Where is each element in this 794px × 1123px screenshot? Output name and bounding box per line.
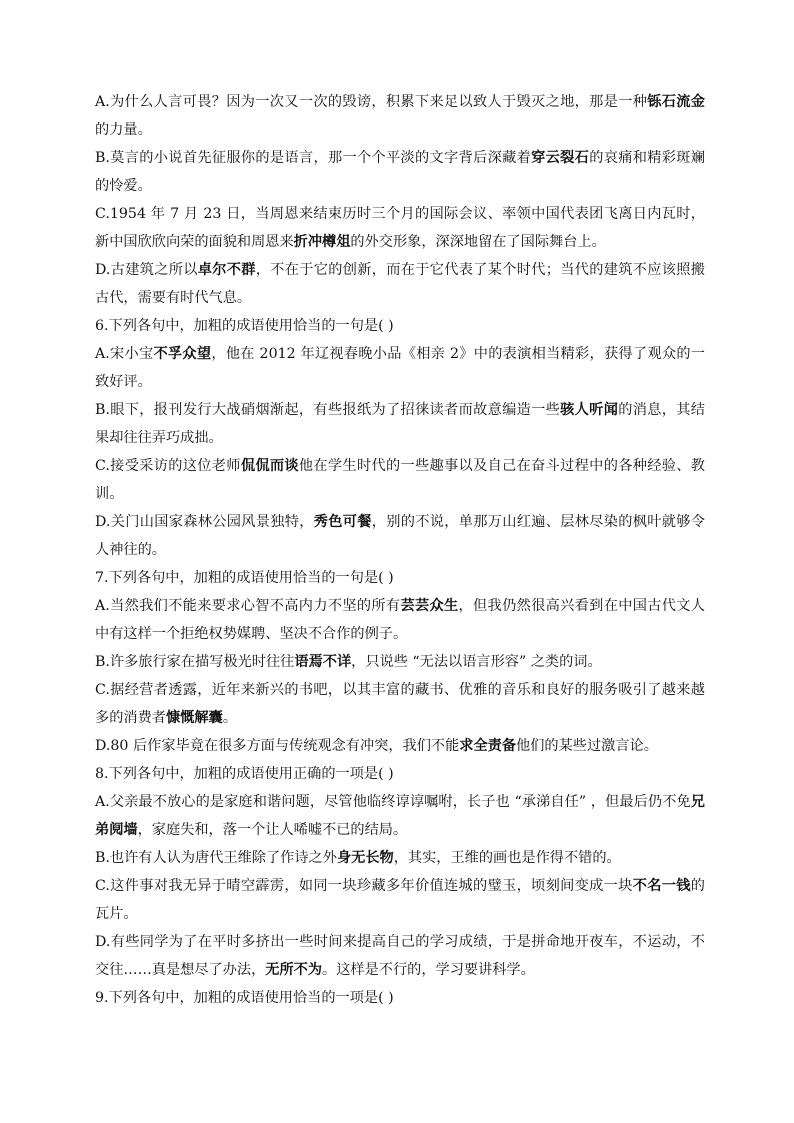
text-run: ，只说些 “无法以语言形容” 之类的词。 [351, 654, 602, 670]
question-stem [95, 984, 705, 1012]
text-run: C.1954 年 7 月 23 日，当周恩来结束历时三个月的国际会议、率领中国代表团飞离日内瓦时，新中国欣欣向荣的面貌和周恩来 [95, 206, 705, 250]
text-run: 的外交形象，深深地留在了国际舞台上。 [350, 234, 606, 250]
text-run: A.当然我们不能来要求心智不高内力不坚的所有 [95, 598, 401, 614]
text-run: ，但我仍然很高兴看到在中国古代文人中有这样一个拒绝权势媒聘、坚决不合作的例子。 [95, 598, 705, 642]
answer-option [95, 732, 705, 760]
bold-idiom: 侃侃而谈 [240, 458, 299, 474]
text-run: ，别的不说，单那万山红遍、层林尽染的枫叶就够令人神往的。 [95, 514, 705, 558]
answer-option [95, 256, 705, 312]
bold-idiom: 慷慨解囊 [165, 710, 223, 726]
text-run: 的力量。 [95, 122, 152, 138]
text-run: B.莫言的小说首先征服你的是语言，那一个个平淡的文字背后深藏着 [95, 150, 532, 166]
answer-option [95, 200, 705, 256]
text-run: B.许多旅行家在描写极光时往往 [95, 654, 295, 670]
text-run: 他们的某些过激言论。 [516, 738, 658, 754]
text-run: C.接受采访的这位老师 [95, 458, 241, 474]
bold-idiom: 语焉不详 [294, 654, 352, 670]
bold-idiom: 不孚众望 [153, 346, 212, 362]
answer-option [95, 844, 705, 872]
text-run: C.这件事对我无异于晴空霹雳，如同一块珍藏多年价值连城的璧玉，顷刻间变成一块 [95, 878, 633, 894]
answer-option [95, 144, 705, 200]
answer-option [95, 872, 705, 928]
answer-option [95, 648, 705, 676]
bold-idiom: 兄弟阋墙 [95, 794, 705, 838]
text-run: 9.下列各句中，加粗的成语使用恰当的一项是( ) [95, 990, 394, 1006]
document-page [95, 88, 705, 1012]
question-stem [95, 312, 705, 340]
bold-idiom: 秀色可餐 [313, 514, 372, 530]
answer-option [95, 592, 705, 648]
answer-option [95, 788, 705, 844]
text-run: A.宋小宝 [95, 346, 154, 362]
text-run: C.据经营者透露，近年来新兴的书吧，以其丰富的藏书、优雅的音乐和良好的服务吸引了越来越多的消费者 [95, 682, 705, 726]
text-run: D.关门山国家森林公园风景独特， [95, 514, 314, 530]
text-run: 他在学生时代的一些趣事以及自己在奋斗过程中的各种经验、教训。 [95, 458, 705, 502]
answer-option [95, 676, 705, 732]
bold-idiom: 不名一钱 [632, 878, 691, 894]
text-run: B.眼下，报刊发行大战硝烟渐起，有些报纸为了招徕读者而故意编造一些 [95, 402, 561, 418]
bold-idiom: 芸芸众生 [400, 598, 459, 614]
text-run: ，家庭失和，落一个让人唏嘘不已的结局。 [137, 822, 408, 838]
question-stem [95, 564, 705, 592]
answer-option [95, 452, 705, 508]
text-run: A.父亲最不放心的是家庭和谐问题，尽管他临终谆谆嘱咐，长子也 “承涕自任” ，但最后仍不免 [95, 794, 691, 810]
text-run: A.为什么人言可畏？因为一次又一次的毁谤，积累下来足以致人于毁灭之地，那是一种 [95, 94, 648, 110]
text-run: ，他在 2012 年辽视春晚小品《相亲 2》中的表演相当精彩，获得了观众的一致好评。 [95, 346, 705, 390]
bold-idiom: 无所不为 [265, 962, 323, 978]
answer-option [95, 396, 705, 452]
text-run: ，不在于它的创新，而在于它代表了某个时代；当代的建筑不应该照搬古代，需要有时代气息。 [95, 262, 705, 306]
text-run: D.古建筑之所以 [95, 262, 198, 278]
text-run: 的哀痛和精彩斑斓的怜爱。 [95, 150, 705, 194]
text-run: 。 [222, 710, 237, 726]
bold-idiom: 卓尔不群 [197, 262, 256, 278]
text-run: 7.下列各句中，加粗的成语使用恰当的一句是( ) [95, 570, 394, 586]
question-stem [95, 760, 705, 788]
bold-idiom: 折冲樽俎 [293, 234, 351, 250]
text-run: 6.下列各句中，加粗的成语使用恰当的一句是( ) [95, 318, 394, 334]
answer-option [95, 928, 705, 984]
text-run: 。这样是不行的，学习要讲科学。 [322, 962, 535, 978]
answer-option [95, 88, 705, 144]
bold-idiom: 求全责备 [459, 738, 517, 754]
text-run: D.有些同学为了在平时多挤出一些时间来提高自己的学习成绩，于是拼命地开夜车，不运动，不交往……真是想尽了办法， [95, 934, 705, 978]
text-run: D.80 后作家毕竟在很多方面与传统观念有冲突，我们不能 [95, 738, 460, 754]
bold-idiom: 穿云裂石 [531, 150, 590, 166]
text-run: ，其实，王维的画也是作得不错的。 [393, 850, 621, 866]
text-run: B.也许有人认为唐代王维除了作诗之外 [95, 850, 337, 866]
bold-idiom: 身无长物 [336, 850, 394, 866]
answer-option [95, 508, 705, 564]
text-run: 8.下列各句中，加粗的成语使用正确的一项是( ) [95, 766, 394, 782]
bold-idiom: 铄石流金 [647, 94, 705, 110]
answer-option [95, 340, 705, 396]
text-run: 的消息，其结果却往往弄巧成拙。 [95, 402, 705, 446]
bold-idiom: 骇人听闻 [560, 402, 619, 418]
text-run: 的瓦片。 [95, 878, 705, 922]
